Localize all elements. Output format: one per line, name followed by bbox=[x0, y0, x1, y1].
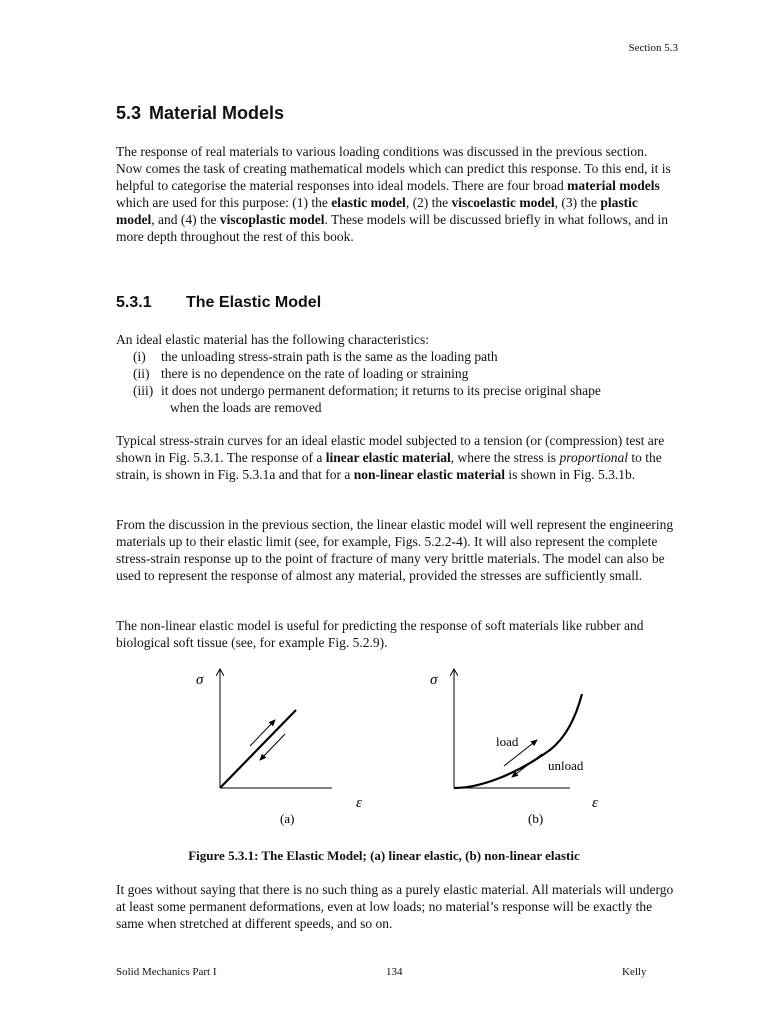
intro-paragraph: The response of real materials to various loading conditions was discussed in the previous section. Now comes the task of creating mathematical models which can predict this response. To this end, it is helpful to categorise the material responses into ideal models. There are four broad material models which are used for this purpose: (1) the elastic model, (2) the viscoelastic model, (3) the plastic model, and (4) the viscoplastic model. These models will be discussed briefly in what follows, and in more depth throughout the rest of this book. bbox=[116, 144, 671, 244]
paragraph-nonlinear-model: The non-linear elastic model is useful for predicting the response of soft materials like rubber and biological soft tissue (see, for example Fig. 5.2.9). bbox=[116, 618, 644, 650]
unload-arrow-b bbox=[512, 754, 542, 777]
footer-course: Solid Mechanics Part I bbox=[116, 966, 217, 978]
sigma-label-b: σ bbox=[430, 672, 438, 688]
running-header: Section 5.3 bbox=[628, 42, 678, 54]
linear-elastic-line bbox=[220, 710, 296, 788]
load-label: load bbox=[496, 734, 519, 749]
list-item: (iii) it does not undergo permanent deformation; it returns to its precise original shape bbox=[133, 383, 601, 398]
footer-author: Kelly bbox=[622, 966, 647, 978]
subsection-title-text: The Elastic Model bbox=[186, 294, 322, 311]
section-title-text: Material Models bbox=[149, 103, 285, 123]
paragraph-stress-strain: Typical stress-strain curves for an ideal elastic model subjected to a tension (or (compression) test are shown in Fig. 5.3.1. The response of a linear elastic material, where the stress is proportional to the strain, is shown in Fig. 5.3.1a and that for a non-linear elastic material is shown in Fig. 5.3.1b. bbox=[116, 433, 665, 482]
epsilon-label-a: ε bbox=[356, 795, 362, 811]
list-item-continuation: when the loads are removed bbox=[170, 400, 322, 415]
sigma-label-a: σ bbox=[196, 672, 204, 688]
characteristics-list bbox=[116, 331, 676, 416]
paragraph-no-pure-elastic: It goes without saying that there is no such thing as a purely elastic material. All materials will undergo at least some permanent deformations, even at low loads; no material’s response will be exactly the same when stretched at different speeds, and so on. bbox=[116, 882, 674, 931]
graph-a bbox=[196, 670, 362, 826]
figure-label-a: (a) bbox=[280, 811, 295, 826]
paragraph-linear-model: From the discussion in the previous section, the linear elastic model will well represent the engineering materials up to their elastic limit (see, for example, Figs. 5.2.2-4). It will also represent the complete stress-strain response up to the point of fracture of many very brittle materials. The model can also be used to represent the response of almost any material, provided the stresses are sufficiently small. bbox=[116, 517, 674, 583]
elastic-model-figure bbox=[180, 660, 640, 832]
subsection-number: 5.3.1 bbox=[116, 294, 152, 311]
unload-label: unload bbox=[548, 758, 584, 773]
section-title bbox=[116, 103, 284, 124]
list-lead: An ideal elastic material has the following characteristics: bbox=[116, 332, 430, 347]
loading-arrow-a bbox=[250, 720, 275, 746]
list-item: (ii) there is no dependence on the rate of loading or straining bbox=[133, 366, 469, 381]
epsilon-label-b: ε bbox=[592, 795, 598, 811]
page-number: 134 bbox=[386, 966, 403, 978]
graph-b bbox=[430, 670, 598, 826]
list-item: (i) the unloading stress-strain path is the same as the loading path bbox=[133, 349, 498, 364]
section-number: 5.3 bbox=[116, 103, 142, 123]
figure-caption: Figure 5.3.1: The Elastic Model; (a) linear elastic, (b) non-linear elastic bbox=[188, 848, 580, 863]
subsection-title bbox=[116, 294, 321, 312]
unloading-arrow-a bbox=[260, 734, 285, 760]
figure-label-b: (b) bbox=[528, 811, 544, 826]
